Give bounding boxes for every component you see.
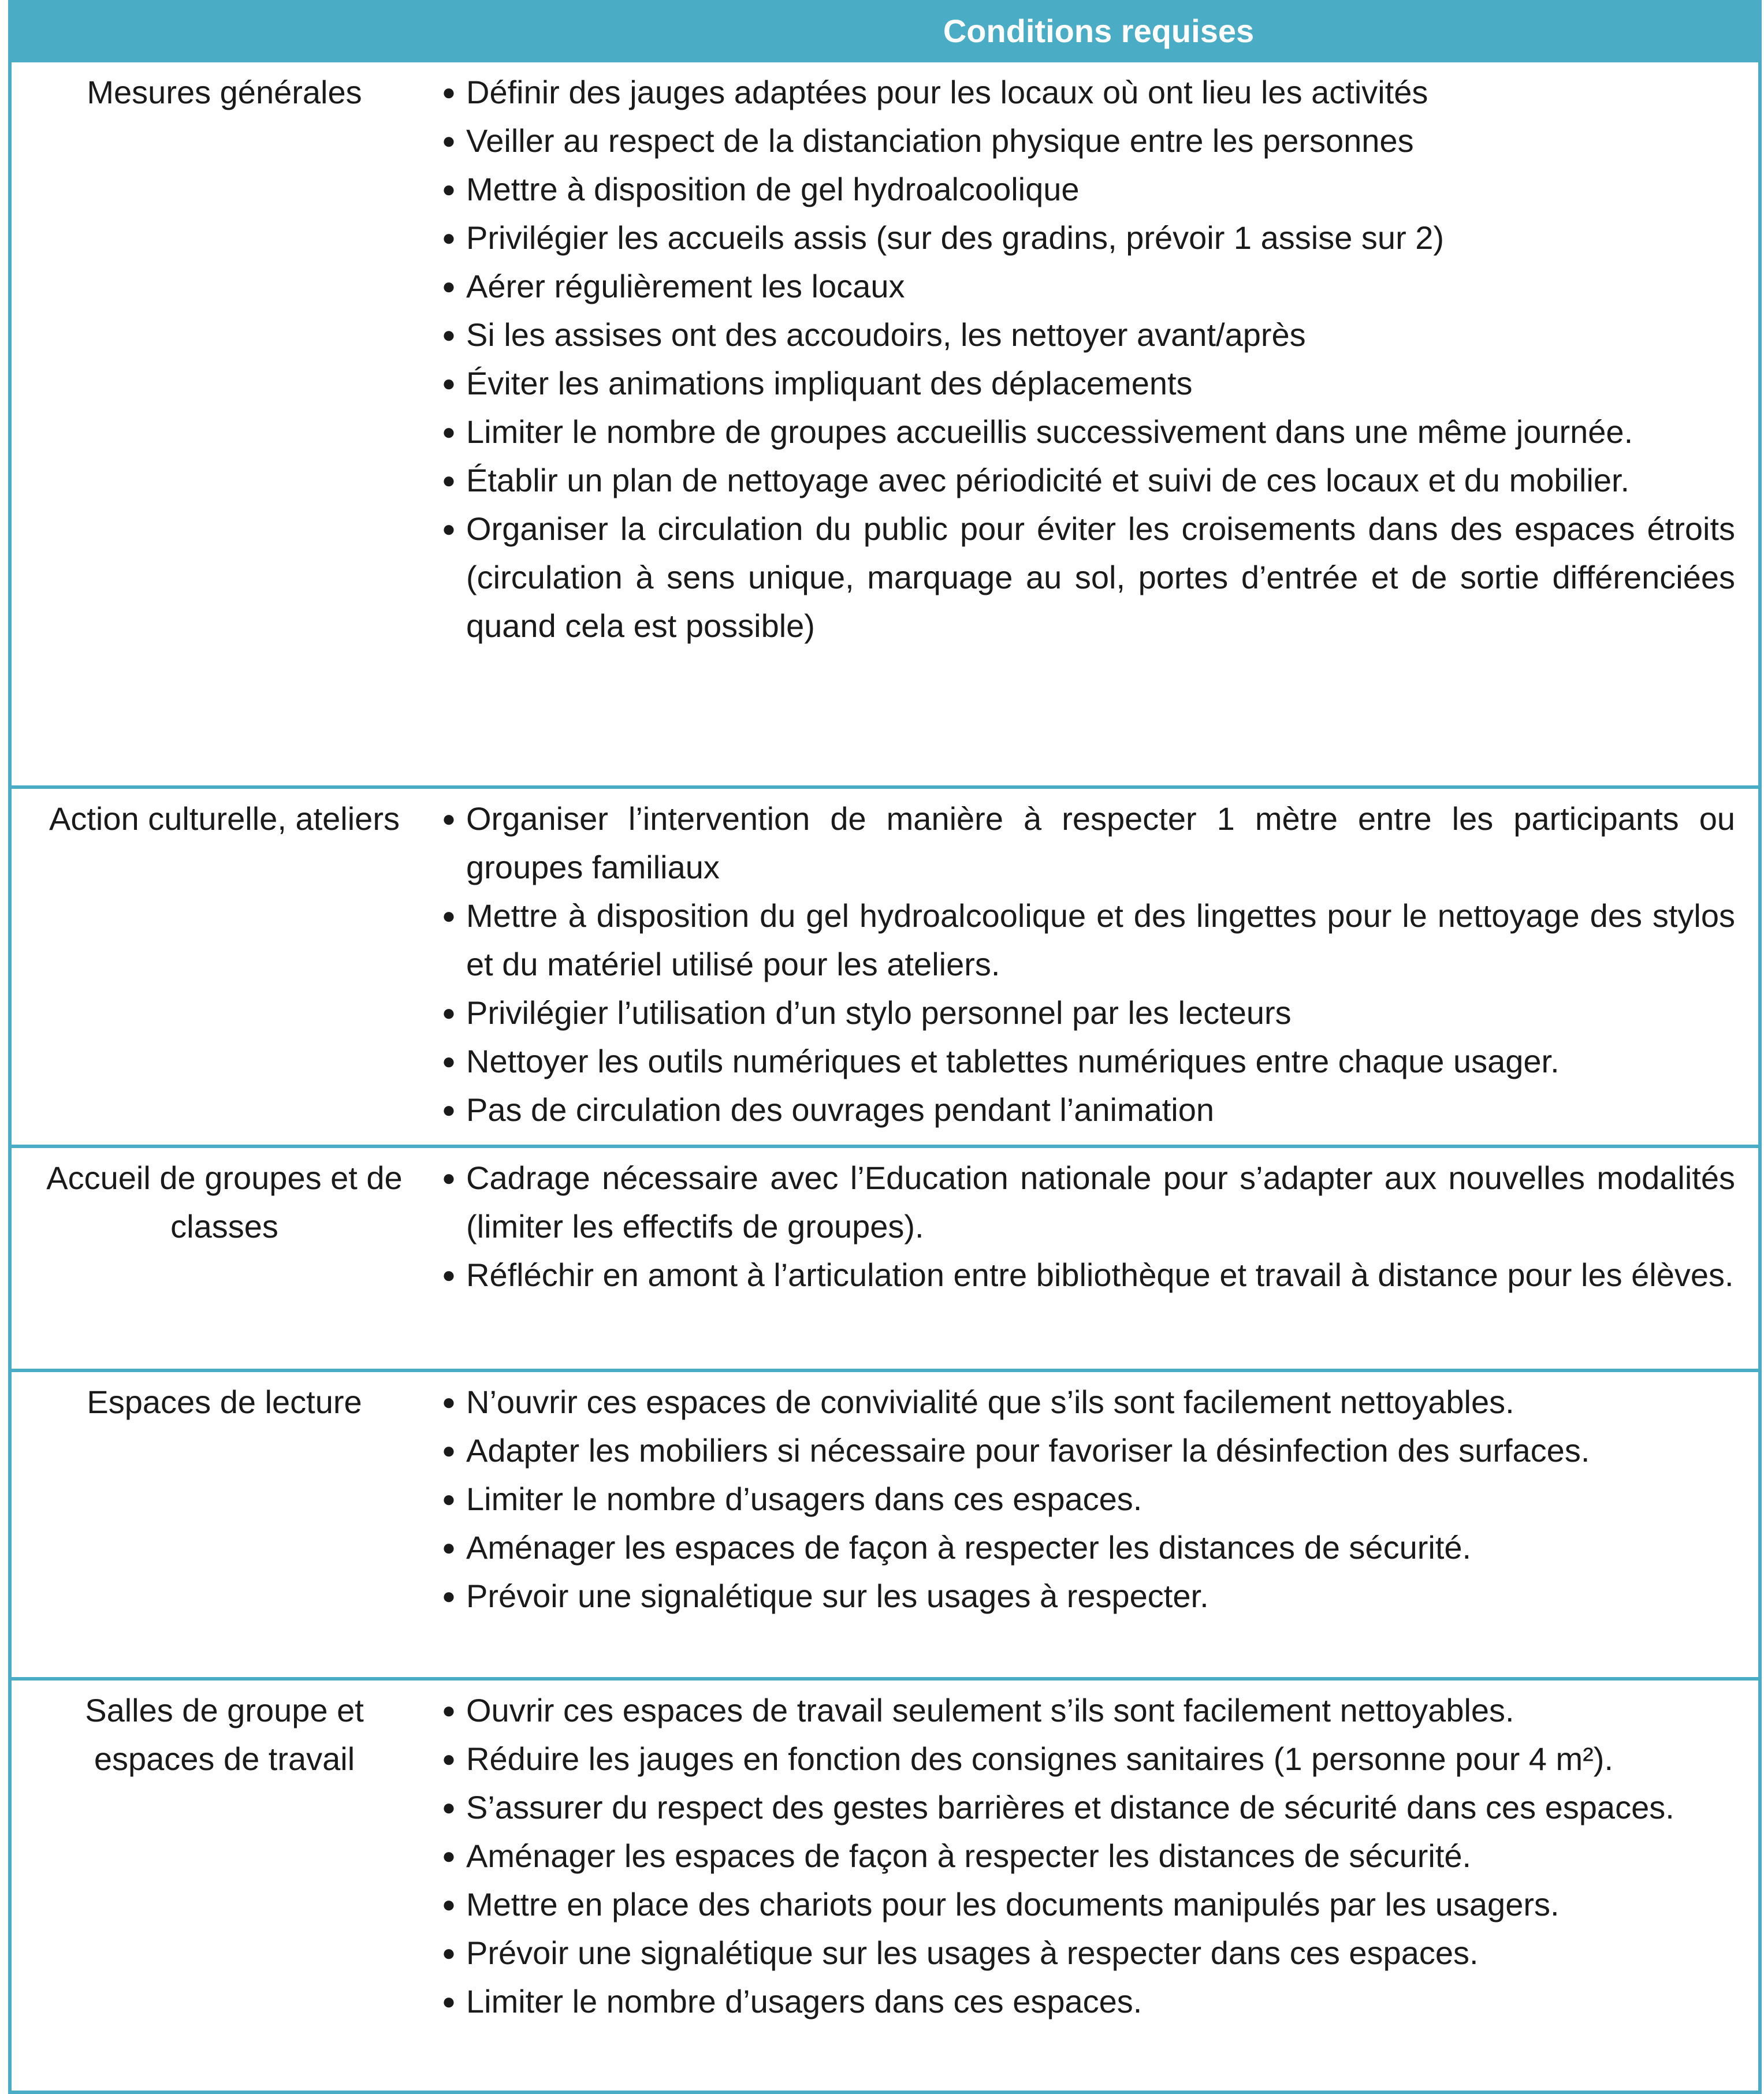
list-item <box>437 68 1735 117</box>
bullet-dot-icon: ● <box>441 468 456 493</box>
list-item <box>437 1686 1735 1735</box>
list-item <box>437 1977 1735 2026</box>
list-item-text: Mettre à disposition du gel hydroalcoolique et des lingettes pour le nettoyage des stylos et du matériel utilisé pour les ateliers. <box>466 897 1735 982</box>
list-item-text: S’assurer du respect des gestes barrières et distance de sécurité dans ces espaces. <box>466 1789 1674 1825</box>
list-item-text: Cadrage nécessaire avec l’Education nationale pour s’adapter aux nouvelles modalités (limiter les effectifs de groupes). <box>466 1160 1735 1245</box>
conditions-table <box>8 0 1762 2094</box>
list-item <box>437 1832 1735 1880</box>
bullet-dot-icon: ● <box>441 80 456 105</box>
bullet-dot-icon: ● <box>441 1583 456 1609</box>
bullet-dot-icon: ● <box>441 1000 456 1026</box>
list-item-text: Privilégier les accueils assis (sur des gradins, prévoir 1 assise sur 2) <box>466 219 1445 256</box>
list-item <box>437 1475 1735 1523</box>
list-item-text: Organiser l’intervention de manière à respecter 1 mètre entre les participants ou groupes familiaux <box>466 800 1735 885</box>
list-item <box>437 1154 1735 1251</box>
list-item <box>437 892 1735 989</box>
header-blank-cell <box>10 2 437 61</box>
conditions-list <box>437 1686 1735 2026</box>
bullet-dot-icon: ● <box>441 1389 456 1415</box>
table-header-row <box>10 2 1760 61</box>
bullet-dot-icon: ● <box>441 1535 456 1560</box>
list-item-text: Limiter le nombre d’usagers dans ces espaces. <box>466 1481 1142 1517</box>
list-item <box>437 1426 1735 1475</box>
bullet-dot-icon: ● <box>441 1989 456 2014</box>
section-label: Salles de groupe et espaces de travail <box>10 1679 437 2092</box>
table-row <box>10 787 1760 1146</box>
list-item-text: Aménager les espaces de façon à respecter les distances de sécurité. <box>466 1529 1472 1566</box>
list-item-text: Limiter le nombre d’usagers dans ces espaces. <box>466 1983 1142 2020</box>
list-item <box>437 1086 1735 1134</box>
list-item-text: Mettre en place des chariots pour les documents manipulés par les usagers. <box>466 1886 1560 1922</box>
list-item <box>437 311 1735 359</box>
list-item <box>437 408 1735 456</box>
bullet-dot-icon: ● <box>441 1165 456 1191</box>
table-row <box>10 1146 1760 1370</box>
bullet-dot-icon: ● <box>441 1049 456 1074</box>
list-item <box>437 1783 1735 1832</box>
list-item <box>437 1572 1735 1620</box>
list-item-text: Prévoir une signalétique sur les usages à respecter. <box>466 1578 1209 1614</box>
list-item <box>437 165 1735 214</box>
list-item-text: Prévoir une signalétique sur les usages à respecter dans ces espaces. <box>466 1935 1479 1971</box>
list-item-text: Réduire les jauges en fonction des consignes sanitaires (1 personne pour 4 m²). <box>466 1741 1614 1777</box>
list-item <box>437 1037 1735 1086</box>
section-label: Action culturelle, ateliers <box>10 787 437 1146</box>
list-item-text: Établir un plan de nettoyage avec périodicité et suivi de ces locaux et du mobilier. <box>466 462 1630 498</box>
bullet-dot-icon: ● <box>441 1438 456 1463</box>
list-item-text: Aérer régulièrement les locaux <box>466 268 905 304</box>
list-item <box>437 359 1735 408</box>
table-row <box>10 1679 1760 2092</box>
list-item-text: Nettoyer les outils numériques et tablettes numériques entre chaque usager. <box>466 1043 1560 1079</box>
bullet-dot-icon: ● <box>441 1698 456 1723</box>
list-item-text: Veiller au respect de la distanciation physique entre les personnes <box>466 122 1414 159</box>
list-item <box>437 1378 1735 1426</box>
list-item <box>437 1929 1735 1977</box>
conditions-list <box>437 1378 1735 1620</box>
document-page <box>8 0 1758 2094</box>
list-item-text: Adapter les mobiliers si nécessaire pour favoriser la désinfection des surfaces. <box>466 1432 1590 1469</box>
bullet-dot-icon: ● <box>441 274 456 299</box>
list-item <box>437 117 1735 165</box>
list-item-text: Définir des jauges adaptées pour les locaux où ont lieu les activités <box>466 74 1428 110</box>
section-label: Accueil de groupes et de classes <box>10 1146 437 1370</box>
bullet-dot-icon: ● <box>441 516 456 542</box>
list-item-text: N’ouvrir ces espaces de convivialité que s’ils sont facilement nettoyables. <box>466 1384 1514 1420</box>
bullet-dot-icon: ● <box>441 1262 456 1288</box>
section-conditions <box>437 787 1760 1146</box>
table-row <box>10 61 1760 787</box>
list-item <box>437 1735 1735 1783</box>
list-item <box>437 214 1735 262</box>
bullet-dot-icon: ● <box>441 371 456 396</box>
list-item-text: Éviter les animations impliquant des déplacements <box>466 365 1193 401</box>
list-item-text: Mettre à disposition de gel hydroalcoolique <box>466 171 1080 207</box>
bullet-dot-icon: ● <box>441 322 456 348</box>
table-body <box>10 61 1760 2092</box>
section-conditions <box>437 1146 1760 1370</box>
bullet-dot-icon: ● <box>441 1892 456 1917</box>
bullet-dot-icon: ● <box>441 419 456 445</box>
list-item <box>437 1523 1735 1572</box>
list-item <box>437 989 1735 1037</box>
bullet-dot-icon: ● <box>441 1746 456 1772</box>
list-item <box>437 1251 1735 1299</box>
section-conditions <box>437 61 1760 787</box>
list-item <box>437 795 1735 892</box>
list-item-text: Pas de circulation des ouvrages pendant l’animation <box>466 1091 1215 1128</box>
conditions-list <box>437 1154 1735 1299</box>
list-item-text: Limiter le nombre de groupes accueillis successivement dans une même journée. <box>466 413 1633 450</box>
list-item-text: Ouvrir ces espaces de travail seulement s’ils sont facilement nettoyables. <box>466 1692 1514 1728</box>
list-item-text: Réfléchir en amont à l’articulation entre bibliothèque et travail à distance pour les élèves. <box>466 1257 1734 1293</box>
bullet-dot-icon: ● <box>441 1795 456 1820</box>
list-item <box>437 456 1735 505</box>
bullet-dot-icon: ● <box>441 903 456 929</box>
list-item-text: Privilégier l’utilisation d’un stylo personnel par les lecteurs <box>466 994 1292 1031</box>
bullet-dot-icon: ● <box>441 177 456 202</box>
list-item-text: Aménager les espaces de façon à respecter les distances de sécurité. <box>466 1838 1472 1874</box>
section-conditions <box>437 1370 1760 1679</box>
bullet-dot-icon: ● <box>441 225 456 251</box>
conditions-list <box>437 68 1735 650</box>
bullet-dot-icon: ● <box>441 128 456 154</box>
bullet-dot-icon: ● <box>441 1940 456 1966</box>
list-item-text: Organiser la circulation du public pour éviter les croisements dans des espaces étroits (circulation à sens unique, marquage au sol, portes d’entrée et de sortie différenciées quand cela est possible) <box>466 511 1735 644</box>
conditions-list <box>437 795 1735 1134</box>
bullet-dot-icon: ● <box>441 1097 456 1123</box>
bullet-dot-icon: ● <box>441 1486 456 1512</box>
section-label: Espaces de lecture <box>10 1370 437 1679</box>
section-label: Mesures générales <box>10 61 437 787</box>
list-item <box>437 505 1735 650</box>
table-row <box>10 1370 1760 1679</box>
header-conditions-requises: Conditions requises <box>437 2 1760 61</box>
bullet-dot-icon: ● <box>441 1843 456 1869</box>
list-item <box>437 1880 1735 1929</box>
list-item <box>437 262 1735 311</box>
section-conditions <box>437 1679 1760 2092</box>
bullet-dot-icon: ● <box>441 806 456 832</box>
list-item-text: Si les assises ont des accoudoirs, les nettoyer avant/après <box>466 316 1306 353</box>
